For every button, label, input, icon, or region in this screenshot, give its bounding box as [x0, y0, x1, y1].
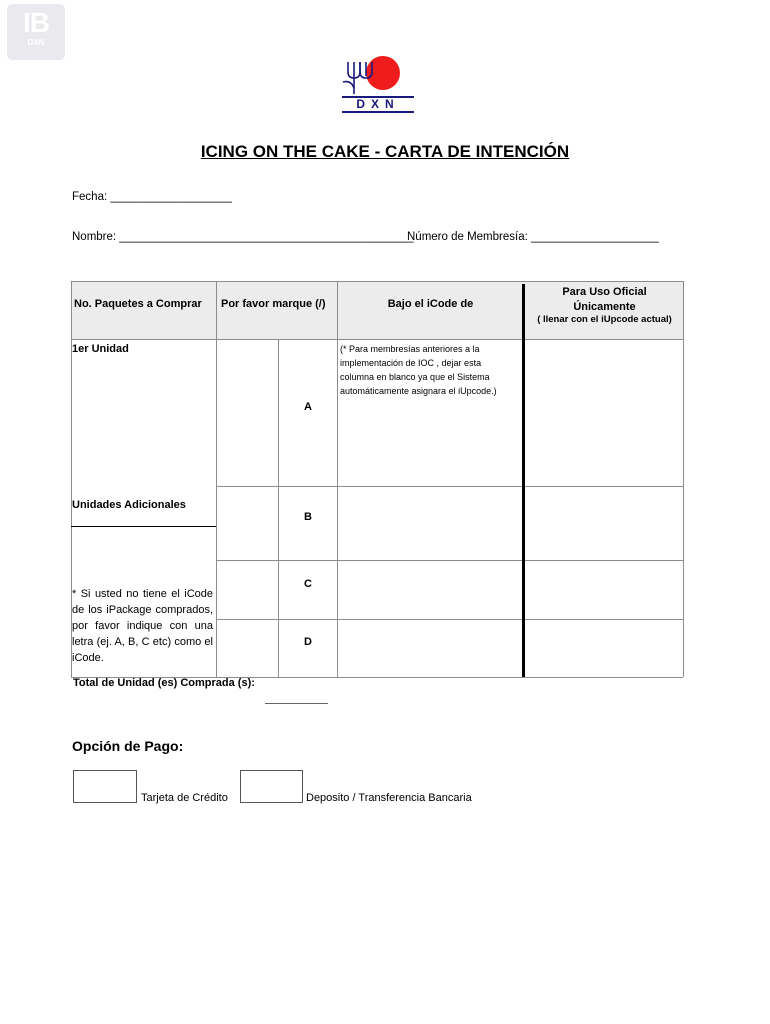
nombre-field[interactable]: Nombre: ______________________________________________	[72, 231, 414, 243]
watermark-subtext: DXN	[27, 38, 45, 47]
header-paquetes: No. Paquetes a Comprar	[74, 298, 202, 310]
col3-border	[337, 281, 338, 677]
row-a-border	[216, 486, 683, 487]
option-letter-d: D	[304, 636, 312, 648]
fecha-field[interactable]: Fecha: ___________________	[72, 191, 232, 203]
row-b-border	[216, 560, 683, 561]
table-top-border	[71, 281, 683, 282]
header-icode: Bajo el iCode de	[387, 298, 474, 310]
checkbox-cell-a[interactable]	[217, 340, 278, 486]
checkbox-cell-c[interactable]	[217, 561, 278, 619]
row-label-unidades-adicionales: Unidades Adicionales	[72, 499, 186, 511]
table-right-border	[683, 281, 684, 677]
payment-title: Opción de Pago:	[72, 738, 184, 754]
deposit-checkbox[interactable]	[240, 770, 303, 803]
option-letter-b: B	[304, 511, 312, 523]
deposit-label: Deposito / Transferencia Bancaria	[306, 792, 472, 804]
option-letter-a: A	[304, 401, 312, 413]
row-label-underline	[71, 526, 216, 527]
watermark-logo	[7, 4, 65, 60]
document-title: ICING ON THE CAKE - CARTA DE INTENCIÓN	[200, 142, 570, 161]
checkbox-cell-b[interactable]	[217, 487, 278, 560]
icode-hint: * Si usted no tiene el iCode de los iPackage comprados, por favor indique con una letra (ej. A, B, C etc) como el iCode.	[72, 588, 213, 664]
checkbox-col-border	[278, 339, 279, 677]
total-label: Total de Unidad (es) Comprada (s):	[73, 677, 255, 689]
watermark-text: IB	[23, 7, 49, 38]
header-uso-oficial-line1: Para Uso Oficial	[562, 286, 647, 298]
option-letter-c: C	[304, 578, 312, 590]
header-uso-oficial-sub: ( llenar con el iUpcode actual)	[537, 314, 672, 325]
total-input-line[interactable]	[265, 703, 328, 704]
icode-note: (* Para membresías anteriores a la implementación de IOC , dejar esta columna en blanco ya que el Sistema automáticamente asignara el iUpcode.)	[340, 344, 497, 396]
credit-card-checkbox[interactable]	[73, 770, 137, 803]
row-c-border	[216, 619, 683, 620]
header-uso-oficial	[526, 285, 683, 315]
row-label-1er-unidad: 1er Unidad	[72, 343, 129, 355]
header-marque: Por favor marque (/)	[221, 298, 326, 310]
membresia-field[interactable]: Número de Membresía: ____________________	[407, 231, 659, 243]
logo-red-circle	[366, 56, 400, 90]
credit-card-label: Tarjeta de Crédito	[141, 792, 228, 804]
logo-wordmark: DXN	[342, 96, 414, 113]
header-uso-oficial-line2: Únicamente	[573, 301, 636, 313]
checkbox-cell-d[interactable]	[217, 620, 278, 677]
table-header-bottom-border	[71, 339, 683, 340]
credit-card-checkbox-base	[73, 802, 137, 803]
deposit-checkbox-base	[240, 802, 303, 803]
official-use-divider	[522, 284, 525, 677]
